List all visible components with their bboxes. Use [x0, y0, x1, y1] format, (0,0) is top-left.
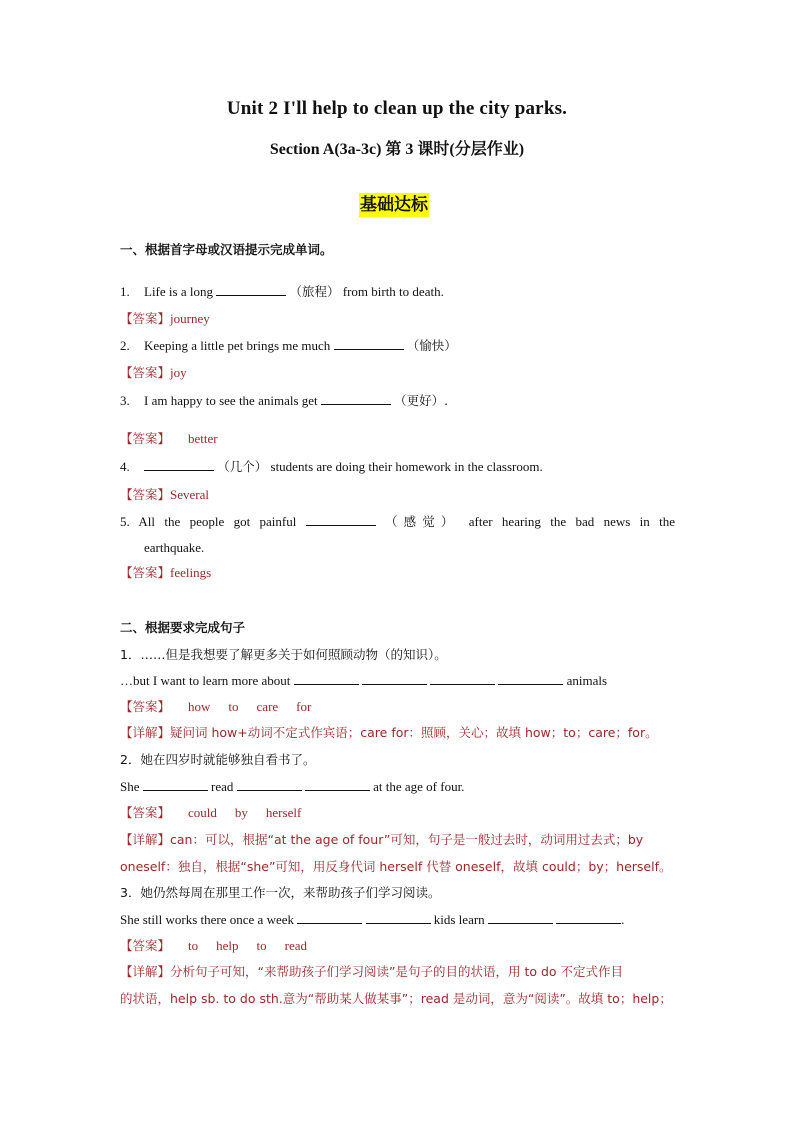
- answer-5: 【答案】feelings: [120, 565, 212, 580]
- sentence-2-cn: 2．她在四岁时就能够独自看书了。: [120, 752, 316, 767]
- blank: [556, 911, 621, 924]
- detail-s3-line1: 【详解】分析句子可知，“来帮助孩子们学习阅读”是句子的目的状语，用 to do 不定式作目: [120, 964, 624, 979]
- answer-s2: 【答案】 could by herself: [120, 805, 302, 820]
- blank: [430, 672, 495, 685]
- blank: [305, 778, 370, 791]
- question-5: 5. All the people got painful （感觉） after hearing the bad news in the: [120, 514, 675, 529]
- part1-heading: 一、根据首字母或汉语提示完成单词。: [120, 242, 333, 257]
- detail-s2-line2: oneself：独自，根据“she”可知，用反身代词 herself 代替 oneself，故填 could；by；herself。: [120, 859, 672, 874]
- answer-s3: 【答案】 to help to read: [120, 938, 308, 953]
- blank: [297, 911, 362, 924]
- blank: [294, 672, 359, 685]
- answer-s1: 【答案】 how to care for: [120, 699, 312, 714]
- blank: [237, 778, 302, 791]
- page-subtitle: Section A(3a-3c) 第 3 课时(分层作业): [269, 141, 525, 158]
- blank: [498, 672, 563, 685]
- detail-s3-line2: 的状语，help sb. to do sth.意为“帮助某人做某事”；read 是动词，意为“阅读”。故填 to；help；: [120, 991, 672, 1006]
- blank: [334, 337, 404, 350]
- detail-s1: 【详解】疑问词 how+动词不定式作宾语；care for：照顾，关心；故填 how；to；care；for。: [120, 725, 658, 740]
- blank: [321, 392, 391, 405]
- detail-s2-line1: 【详解】can：可以，根据“at the age of four”可知，句子是一般过去时，动词用过去式；by: [120, 832, 644, 847]
- blank: [366, 911, 431, 924]
- blank: [144, 458, 214, 471]
- question-2: 2. Keeping a little pet brings me much （愉快）: [120, 338, 457, 353]
- part2-heading: 二、根据要求完成句子: [120, 620, 246, 635]
- sentence-3-cn: 3．她仍然每周在那里工作一次，来帮助孩子们学习阅读。: [120, 885, 441, 900]
- blank: [143, 778, 208, 791]
- answer-1: 【答案】journey: [120, 311, 210, 326]
- sentence-1-cn: 1．……但是我想要了解更多关于如何照顾动物（的知识）。: [120, 647, 447, 662]
- question-3: 3. I am happy to see the animals get （更好）.: [120, 393, 449, 408]
- question-1: 1. Life is a long （旅程） from birth to death.: [120, 284, 444, 299]
- sentence-2-en: She read at the age of four.: [120, 779, 465, 794]
- sentence-1-en: …but I want to learn more about animals: [120, 673, 608, 688]
- blank: [362, 672, 427, 685]
- answer-3: 【答案】 better: [120, 431, 218, 446]
- answer-2: 【答案】joy: [120, 365, 187, 380]
- blank: [488, 911, 553, 924]
- question-4: 4. （几个） students are doing their homework in the classroom.: [120, 459, 543, 474]
- blank: [216, 283, 286, 296]
- page-title: Unit 2 I'll help to clean up the city parks.: [226, 98, 568, 119]
- question-5-cont: earthquake.: [144, 540, 205, 555]
- sentence-3-en: She still works there once a week kids learn .: [120, 912, 625, 927]
- blank: [306, 513, 376, 526]
- answer-4: 【答案】Several: [120, 487, 209, 502]
- level-badge: 基础达标: [360, 195, 428, 215]
